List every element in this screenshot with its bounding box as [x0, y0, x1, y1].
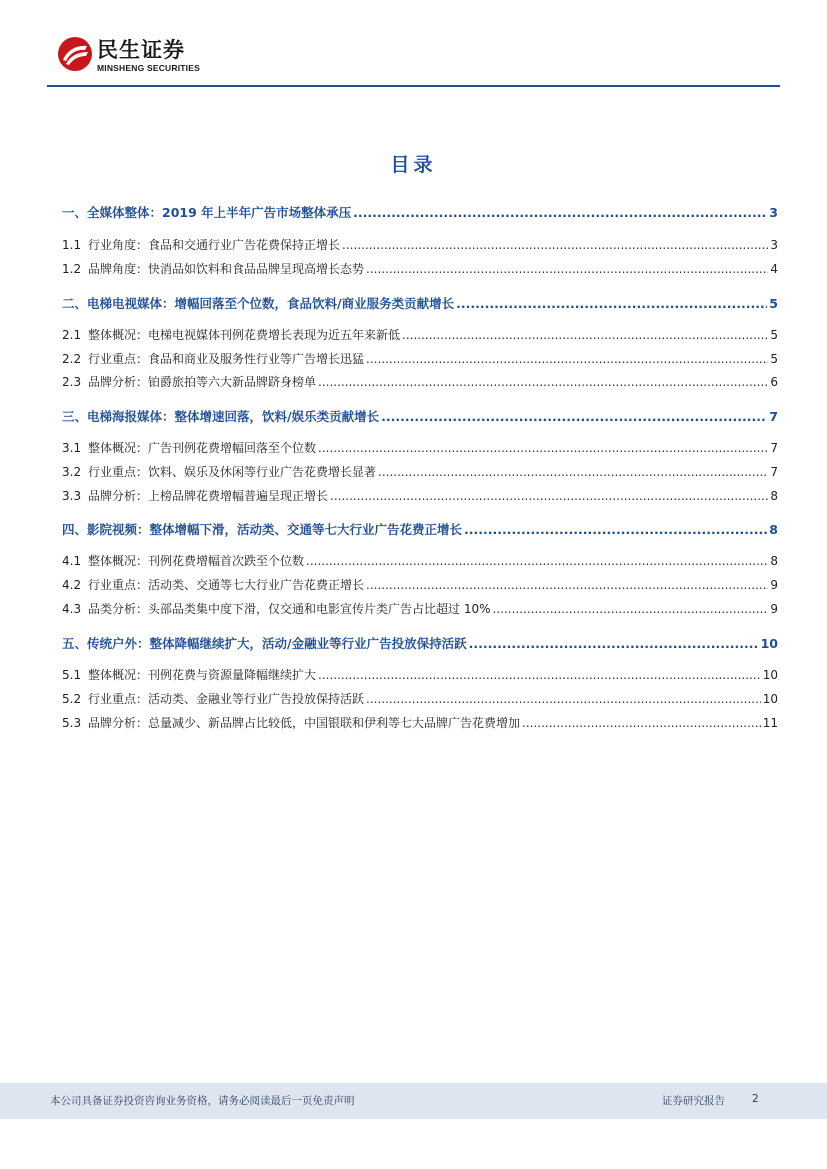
toc-leader-dots: [469, 636, 759, 651]
toc-leader-dots: [330, 489, 768, 503]
toc-section-entry[interactable]: [62, 487, 778, 504]
toc-entry-number: 五、: [62, 636, 88, 651]
toc-entry-title: 全媒体整体：2019 年上半年广告市场整体承压: [87, 205, 352, 220]
toc-chapter-entry[interactable]: [62, 294, 778, 312]
header-divider: [47, 85, 780, 87]
footer-page-number: 2: [752, 1093, 759, 1105]
toc-entry-page: 10: [762, 668, 778, 682]
toc-leader-dots: [366, 262, 768, 276]
toc-entry-title: 行业重点：活动类、金融业等行业广告投放保持活跃: [88, 692, 365, 706]
toc-entry-page: 8: [769, 522, 778, 537]
toc-entry-number: 4.1: [62, 554, 82, 568]
toc-entry-page: 5: [770, 328, 778, 342]
toc-entry-number: 2.3: [62, 375, 82, 389]
toc-entry-title: 品牌角度：快消品如饮料和食品品牌呈现高增长态势: [88, 262, 365, 276]
toc-entry-page: 10: [762, 692, 778, 706]
toc-section-entry[interactable]: [62, 236, 778, 253]
toc-entry-number: 1.1: [62, 238, 82, 252]
toc-section-entry[interactable]: [62, 690, 778, 707]
company-logo: [57, 36, 217, 80]
toc-entry-page: 8: [770, 554, 778, 568]
toc-entry-title: 行业重点：活动类、交通等七大行业广告花费正增长: [88, 578, 365, 592]
toc-entry-page: 9: [770, 578, 778, 592]
toc-entry-page: 3: [769, 205, 778, 220]
toc-entry-title: 整体概况：刊例花费与资源量降幅继续扩大: [88, 668, 317, 682]
toc-leader-dots: [318, 441, 768, 455]
toc-entry-title: 传统户外：整体降幅继续扩大，活动/金融业等行业广告投放保持活跃: [87, 636, 467, 651]
toc-entry-page: 4: [770, 262, 778, 276]
minsheng-logo-icon: [57, 36, 93, 72]
toc-entry-number: 3.2: [62, 465, 82, 479]
toc-section-entry[interactable]: [62, 373, 778, 390]
toc-entry-page: 9: [770, 602, 778, 616]
toc-entry-title: 品类分析：头部品类集中度下滑，仅交通和电影宣传片类广告占比超过 10%: [88, 602, 491, 616]
toc-entry-title: 整体概况：电梯电视媒体刊例花费增长表现为近五年来新低: [88, 328, 401, 342]
logo-english-name: MINSHENG SECURITIES: [97, 63, 200, 73]
toc-entry-page: 8: [770, 489, 778, 503]
toc-entry-number: 1.2: [62, 262, 82, 276]
toc-leader-dots: [381, 409, 767, 424]
toc-entry-page: 5: [770, 352, 778, 366]
toc-leader-dots: [493, 602, 769, 616]
toc-entry-number: 5.3: [62, 716, 82, 730]
logo-chinese-name: 民生证券: [97, 38, 185, 62]
toc-leader-dots: [378, 465, 768, 479]
toc-leader-dots: [456, 296, 767, 311]
toc-chapter-entry[interactable]: [62, 634, 778, 652]
toc-chapter-entry[interactable]: [62, 520, 778, 538]
toc-leader-dots: [366, 578, 768, 592]
toc-leader-dots: [306, 554, 768, 568]
toc-section-entry[interactable]: [62, 439, 778, 456]
toc-entry-page: 7: [770, 465, 778, 479]
toc-entry-number: 2.1: [62, 328, 82, 342]
toc-entry-number: 4.2: [62, 578, 82, 592]
toc-entry-number: 3.3: [62, 489, 82, 503]
toc-leader-dots: [342, 238, 768, 252]
toc-chapter-entry[interactable]: [62, 203, 778, 221]
toc-entry-page: 7: [769, 409, 778, 424]
toc-leader-dots: [402, 328, 768, 342]
page-header: [0, 0, 827, 90]
footer-report-type: 证券研究报告: [662, 1095, 725, 1107]
toc-entry-title: 电梯海报媒体：整体增速回落，饮料/娱乐类贡献增长: [87, 409, 380, 424]
toc-section-entry[interactable]: [62, 552, 778, 569]
toc-entry-title: 电梯电视媒体：增幅回落至个位数，食品饮料/商业服务类贡献增长: [87, 296, 455, 311]
toc-entry-page: 3: [770, 238, 778, 252]
toc-section-entry[interactable]: [62, 600, 778, 617]
toc-section-entry[interactable]: [62, 463, 778, 480]
toc-entry-page: 7: [770, 441, 778, 455]
toc-title: 目录: [390, 154, 437, 176]
toc-entry-title: 整体概况：刊例花费增幅首次跌至个位数: [88, 554, 305, 568]
toc-leader-dots: [366, 692, 761, 706]
toc-entry-number: 2.2: [62, 352, 82, 366]
toc-entry-title: 品牌分析：铂爵旅拍等六大新品牌跻身榜单: [88, 375, 317, 389]
toc-entry-title: 影院视频：整体增幅下滑，活动类、交通等七大行业广告花费正增长: [87, 522, 463, 537]
toc-section-entry[interactable]: [62, 260, 778, 277]
toc-section-entry[interactable]: [62, 350, 778, 367]
toc-entry-title: 行业重点：饮料、娱乐及休闲等行业广告花费增长显著: [88, 465, 377, 479]
toc-entry-number: 5.2: [62, 692, 82, 706]
toc-section-entry[interactable]: [62, 326, 778, 343]
page-footer: [0, 1083, 827, 1119]
toc-leader-dots: [318, 668, 761, 682]
toc-leader-dots: [353, 205, 767, 220]
toc-entry-title: 行业角度：食品和交通行业广告花费保持正增长: [88, 238, 341, 252]
toc-section-entry[interactable]: [62, 576, 778, 593]
toc-leader-dots: [464, 522, 767, 537]
toc-leader-dots: [522, 716, 761, 730]
toc-entry-number: 二、: [62, 296, 88, 311]
toc-chapter-entry[interactable]: [62, 407, 778, 425]
toc-leader-dots: [366, 352, 768, 366]
toc-entry-number: 一、: [62, 205, 88, 220]
toc-entry-title: 品牌分析：上榜品牌花费增幅普遍呈现正增长: [88, 489, 329, 503]
toc-section-entry[interactable]: [62, 666, 778, 683]
toc-entry-page: 5: [769, 296, 778, 311]
toc-entry-title: 整体概况：广告刊例花费增幅回落至个位数: [88, 441, 317, 455]
toc-section-entry[interactable]: [62, 714, 778, 731]
toc-entry-page: 6: [770, 375, 778, 389]
toc-entry-number: 四、: [62, 522, 88, 537]
toc-entry-number: 4.3: [62, 602, 82, 616]
toc-entry-number: 3.1: [62, 441, 82, 455]
toc-entry-page: 10: [760, 636, 778, 651]
toc-entry-title: 行业重点：食品和商业及服务性行业等广告增长迅猛: [88, 352, 365, 366]
footer-disclaimer: 本公司具备证券投资咨询业务资格，请务必阅读最后一页免责声明: [50, 1095, 355, 1107]
toc-entry-number: 5.1: [62, 668, 82, 682]
toc-leader-dots: [318, 375, 768, 389]
toc-entry-title: 品牌分析：总量减少、新品牌占比较低，中国银联和伊利等七大品牌广告花费增加: [88, 716, 521, 730]
toc-entry-page: 11: [762, 716, 778, 730]
toc-entry-number: 三、: [62, 409, 88, 424]
